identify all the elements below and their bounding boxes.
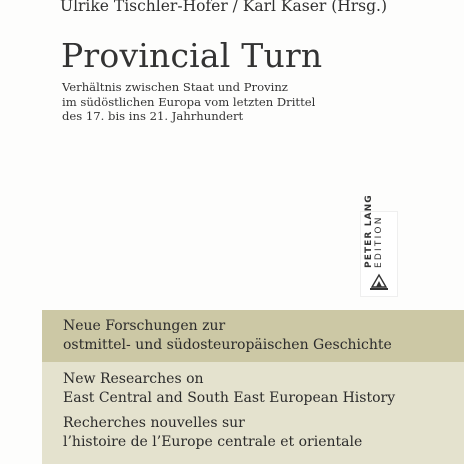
publisher-name: PETER LANG [364, 194, 374, 268]
book-title: Provincial Turn [61, 36, 323, 75]
series-title-english-2: East Central and South East European History [63, 390, 396, 406]
series-title-french-1: Recherches nouvelles sur [63, 415, 245, 431]
series-title-english-1: New Researches on [63, 371, 204, 387]
publisher-logo [361, 194, 397, 296]
authors: Ulrike Tischler-Hofer / Karl Kaser (Hrsg.) [60, 0, 388, 15]
book-subtitle [62, 80, 322, 124]
subtitle-line: im südöstlichen Europa vom letzten Drittel [62, 94, 316, 109]
subtitle-line: des 17. bis ins 21. Jahrhundert [62, 109, 244, 123]
publisher-logo-text [364, 188, 394, 268]
peter-lang-logo-icon [369, 273, 389, 291]
series-title-german-1: Neue Forschungen zur [63, 318, 226, 334]
series-title-french-2: l’histoire de l’Europe centrale et orientale [63, 434, 363, 450]
publisher-imprint: EDITION [374, 215, 384, 268]
series-title-german-2: ostmittel- und südosteuropäischen Geschichte [63, 337, 392, 353]
subtitle-line: Verhältnis zwischen Staat und Provinz [62, 80, 288, 94]
